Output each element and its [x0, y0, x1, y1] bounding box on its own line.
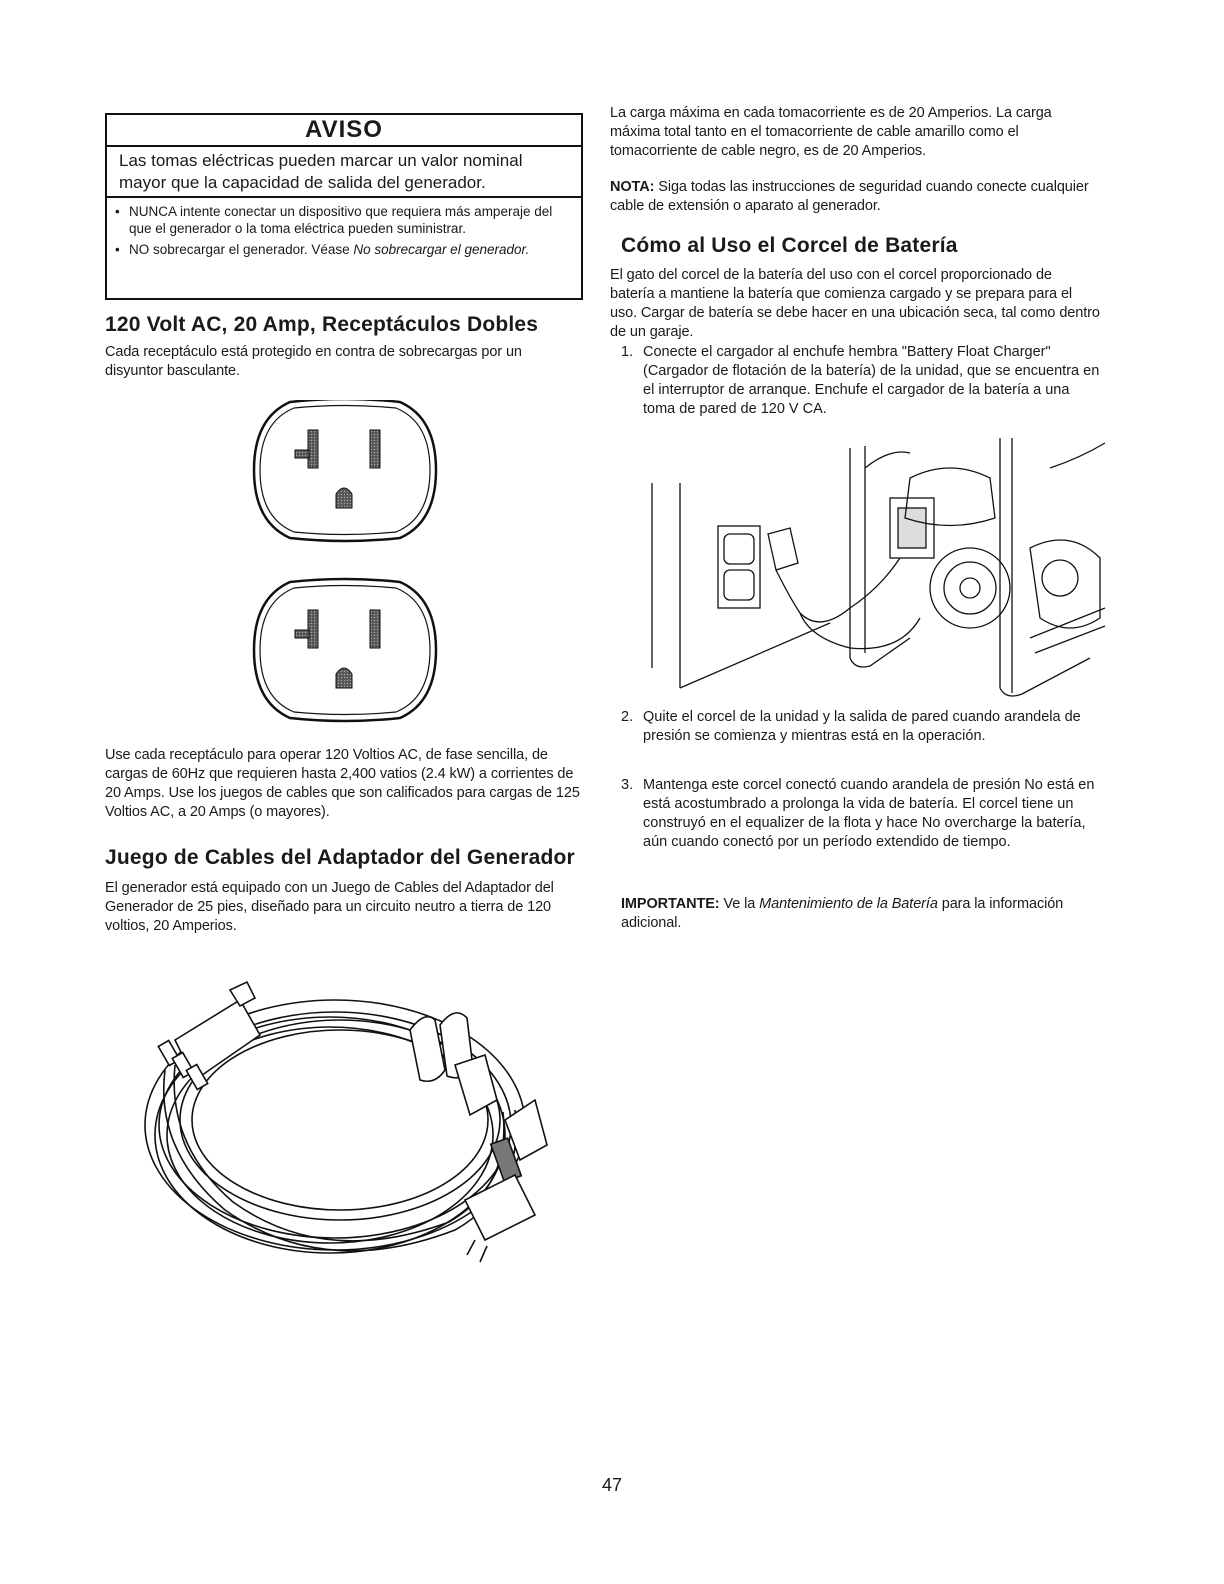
main-plug-icon: [465, 1175, 535, 1262]
step-3: 3. Mantenga este corcel conectó cuando arandela de presión No está en está acostumbrado a prolonga la vida de batería. El corcel tiene un construyó en el equalizer de la flota y hace No overcharge la batería, aún cuando conectó por un período extendido de tiempo.: [621, 777, 1095, 850]
y-adapter-icon: [158, 982, 260, 1090]
receptacles-usage: Use cada receptáculo para operar 120 Voltios AC, de fase sencilla, de cargas de 60Hz que requieren hasta 2,400 vatios (2.4 kW) a corrientes de 20 Amps. Use los juegos de cables que son calificados para cargas de 125 Voltios AC, a 20 Amps (o mayores).: [105, 747, 580, 820]
battery-charger-illustration: [650, 438, 1110, 698]
warning-box: [105, 113, 583, 300]
outlet-bottom-icon: [254, 579, 436, 721]
duplex-receptacle-illustration: [250, 400, 440, 730]
note-label: NOTA:: [610, 179, 655, 195]
adapter-heading: Juego de Cables del Adaptador del Generador: [105, 846, 575, 869]
note-paragraph: NOTA: Siga todas las instrucciones de seguridad cuando conecte cualquier cable de extensión o aparato al generador.: [610, 179, 1089, 214]
adapter-cable-set-illustration: [135, 950, 555, 1270]
page-number: 47: [601, 1475, 623, 1495]
adapter-text: El generador está equipado con un Juego de Cables del Adaptador del Generador de 25 pies, diseñado para un circuito neutro a tierra de 120 voltios, 20 Amperios.: [105, 880, 554, 934]
warning-list: [107, 198, 581, 258]
important-label: IMPORTANTE:: [621, 896, 720, 912]
step-2: 2. Quite el corcel de la unidad y la salida de pared cuando arandela de presión se comienza y mientras está en la operación.: [621, 709, 1081, 744]
step-1: 1. Conecte el cargador al enchufe hembra "Battery Float Charger" (Cargador de flotación de la batería) de la unidad, que se encuentra en el interruptor de arranque. Enchufe el cargador de la batería a una toma de pared de 120 V CA.: [621, 344, 1100, 417]
plug-cluster-icon: [410, 1013, 547, 1182]
receptacles-intro: Cada receptáculo está protegido en contra de sobrecargas por un disyuntor basculante.: [105, 344, 522, 379]
important-paragraph: IMPORTANTE: Ve la Mantenimiento de la Batería para la información adicional.: [621, 896, 1064, 931]
bullet-icon: •: [115, 204, 120, 219]
warning-subtitle: Las tomas eléctricas pueden marcar un valor nominal mayor que la capacidad de salida del generador.: [107, 147, 581, 198]
warning-item: • NO sobrecargar el generador. Véase No sobrecargar el generador.: [115, 242, 530, 257]
warning-item: • NUNCA intente conectar un dispositivo que requiera más amperaje del que el generador o la toma eléctrica pueden suministrar.: [115, 204, 553, 236]
battery-heading: Cómo al Uso el Corcel de Batería: [621, 234, 958, 257]
wall-outlet-icon: [718, 526, 760, 608]
warning-title: AVISO: [107, 115, 581, 147]
receptacles-heading: 120 Volt AC, 20 Amp, Receptáculos Dobles: [105, 313, 539, 336]
max-load-paragraph: La carga máxima en cada tomacorriente es de 20 Amperios. La carga máxima total tanto en el tomacorriente de cable amarillo como el tomacorriente de cable negro, es de 20 Amperios.: [610, 105, 1052, 159]
outlet-top-icon: [254, 400, 436, 541]
battery-intro: El gato del corcel de la batería del uso con el corcel proporcionado de batería a mantiene la batería que comienza cargado y se prepara para el uso. Cargar de batería se debe hacer en una ubicación seca, tal como dentro de un garaje.: [610, 267, 1100, 340]
charger-icon: [768, 528, 920, 649]
bullet-icon: •: [115, 242, 120, 257]
